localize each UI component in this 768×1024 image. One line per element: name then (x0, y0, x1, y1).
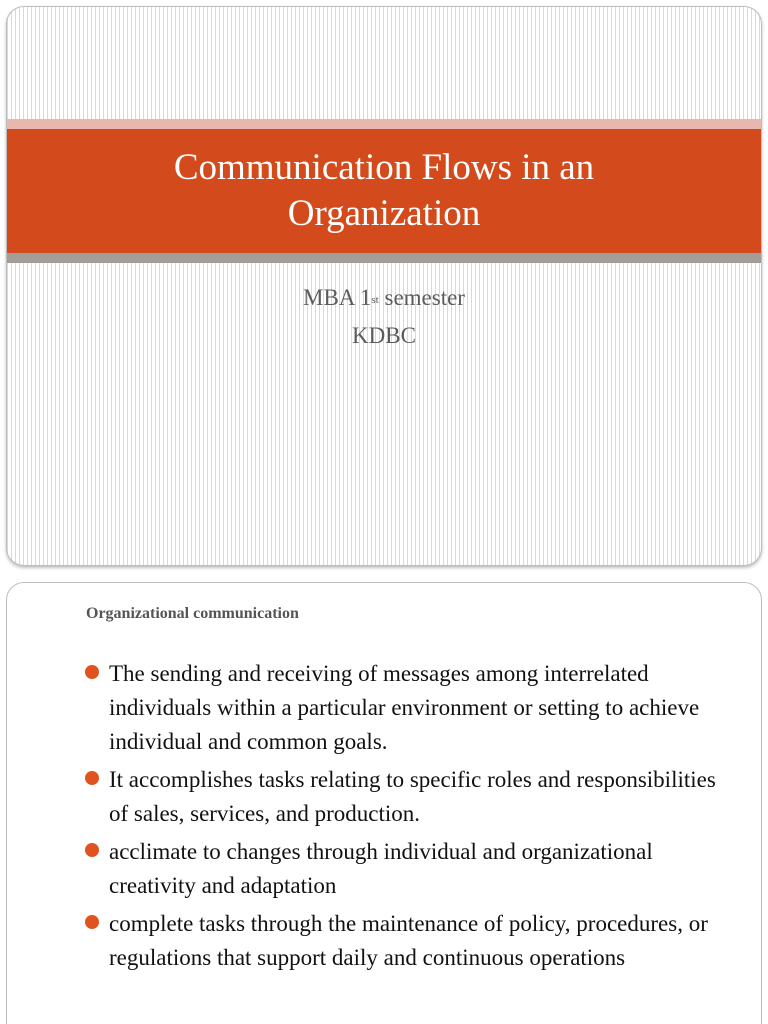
list-item (85, 835, 735, 903)
slide-title: Communication Flows in an Organization (173, 147, 595, 234)
list-item (85, 657, 735, 759)
bullet-dot-icon (85, 771, 99, 785)
title-band (7, 129, 761, 253)
bullet-dot-icon (85, 915, 99, 929)
title-slide (6, 6, 762, 566)
subtitle-course: MBA 1 (303, 285, 372, 310)
bullet-text: The sending and receiving of messages among interrelated individuals within a particular environment or setting to achieve individual and common goals. (109, 661, 700, 754)
content-slide (6, 582, 762, 1024)
bullet-text: It accomplishes tasks relating to specific roles and responsibilities of sales, services, and production. (109, 767, 716, 826)
bullet-dot-icon (85, 665, 99, 679)
bullet-dot-icon (85, 843, 99, 857)
list-item (85, 907, 735, 975)
bullet-list (85, 657, 735, 979)
content-heading: Organizational communication (86, 605, 299, 622)
subtitle-line-1 (7, 279, 761, 317)
title-top-stripe (7, 119, 761, 129)
slide-subtitle (7, 279, 761, 355)
bullet-text: complete tasks through the maintenance of policy, procedures, or regulations that support daily and continuous operations (109, 911, 708, 970)
subtitle-line-2: KDBC (352, 323, 416, 348)
subtitle-ordinal: st (371, 294, 379, 306)
title-bottom-stripe (7, 253, 761, 263)
list-item (85, 763, 735, 831)
subtitle-semester: semester (378, 285, 465, 310)
bullet-text: acclimate to changes through individual and organizational creativity and adaptation (109, 839, 653, 898)
